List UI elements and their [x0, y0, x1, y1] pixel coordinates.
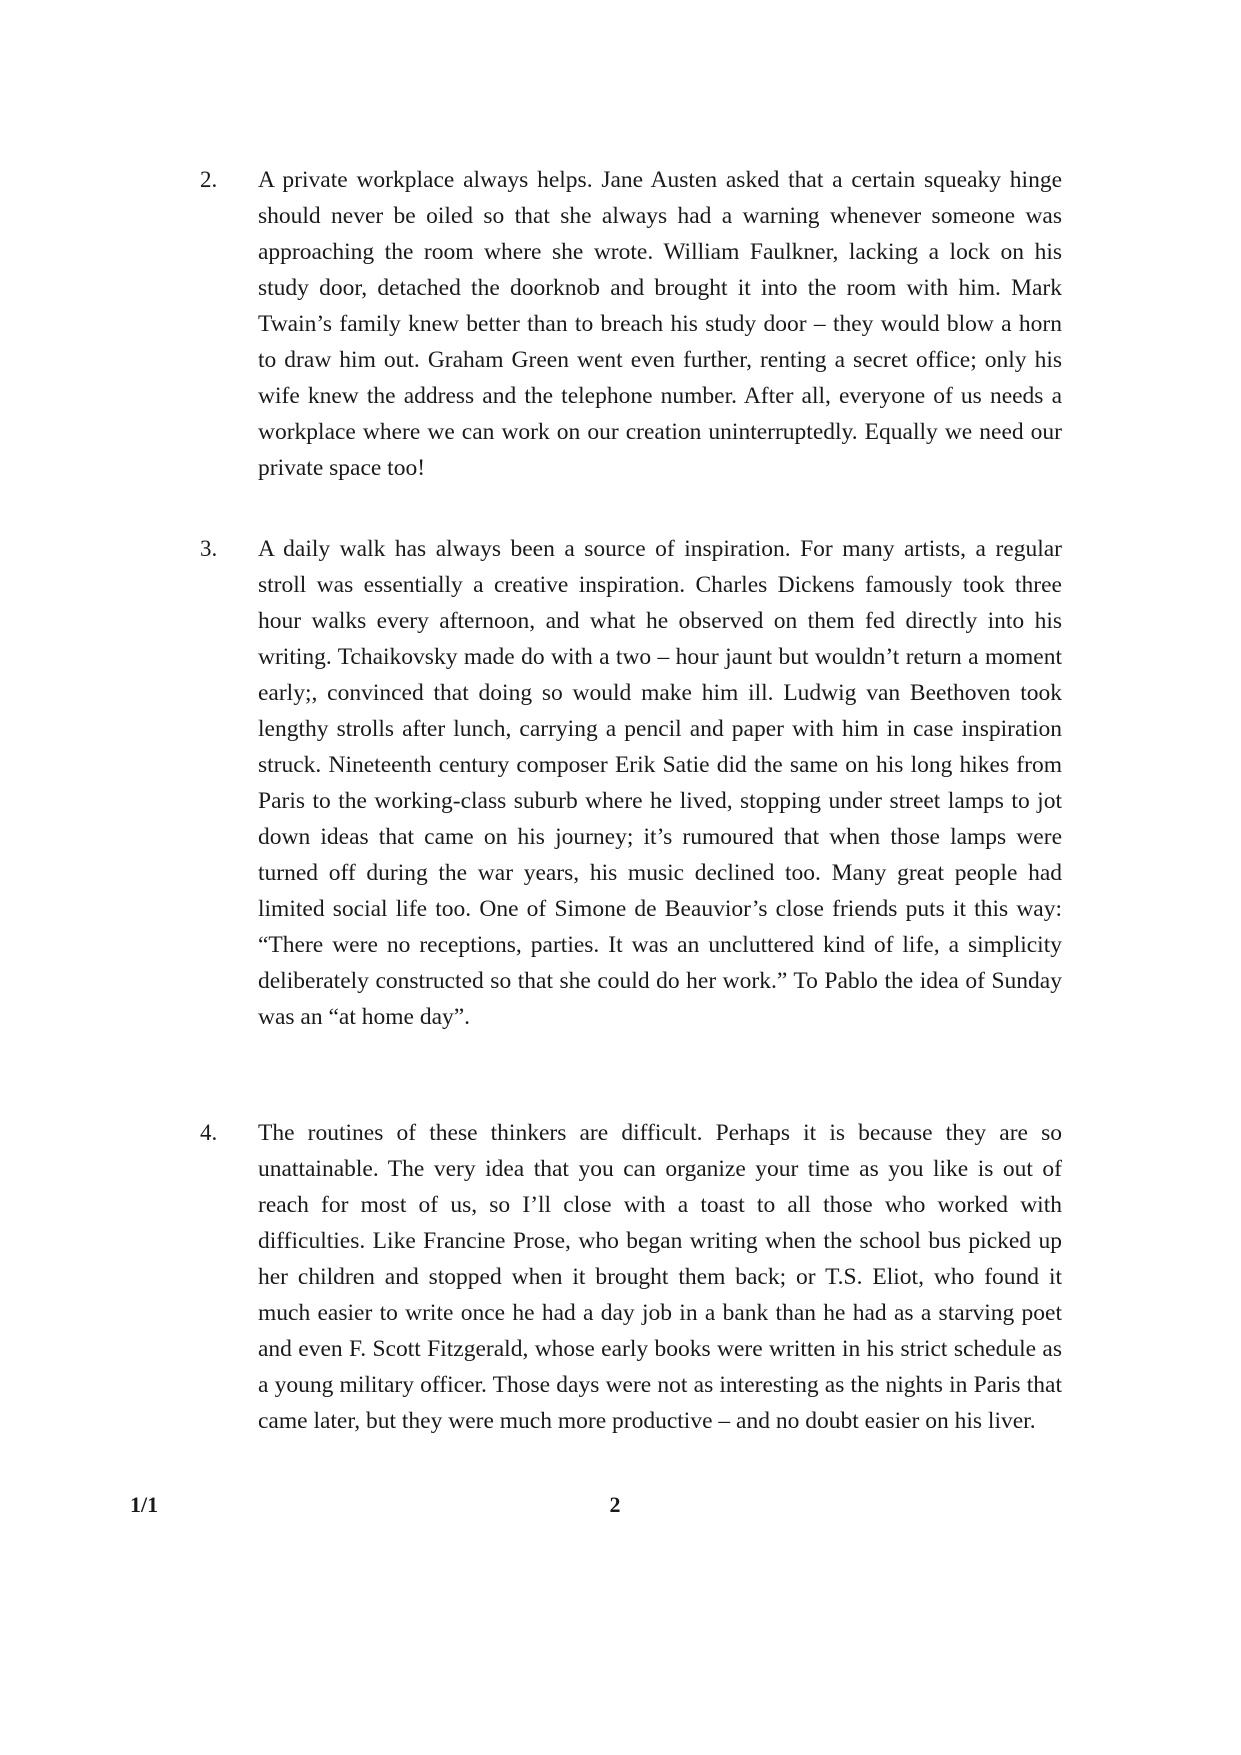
footer-code: 1/1 — [130, 1492, 159, 1517]
item-number: 4. — [200, 1120, 218, 1145]
paragraph-item-3 — [200, 531, 1062, 1035]
item-text: A private workplace always helps. Jane Austen asked that a certain squeaky hinge should never be oiled so that she always had a warning whenever someone was approaching the room where she wrote. William Faulkner, lacking a lock on his study door, detached the doorknob and brought it into the room with him. Mark Twain’s family knew better than to breach his study door – they would blow a horn to draw him out. Graham Green went even further, renting a secret office; only his wife knew the address and the telephone number. After all, everyone of us needs a workplace where we can work on our creation uninterruptedly. Equally we need our private space too! — [258, 167, 1062, 481]
item-number: 2. — [200, 167, 218, 192]
paragraph-item-4 — [200, 1115, 1062, 1439]
item-number: 3. — [200, 536, 218, 561]
item-text: A daily walk has always been a source of inspiration. For many artists, a regular stroll was essentially a creative inspiration. Charles Dickens famously took three hour walks every afternoon, and what he observed on them fed directly into his writing. Tchaikovsky made do with a two – hour jaunt but wouldn’t return a moment early;, convinced that doing so would make him ill. Ludwig van Beethoven took lengthy strolls after lunch, carrying a pencil and paper with him in case inspiration struck. Nineteenth century composer Erik Satie did the same on his long hikes from Paris to the working-class suburb where he lived, stopping under street lamps to jot down ideas that came on his journey; it’s rumoured that when those lamps were turned off during the war years, his music declined too. Many great people had limited social life too. One of Simone de Beauvior’s close friends puts it this way: “There were no receptions, parties. It was an uncluttered kind of life, a simplicity deliberately constructed so that she could do her work.” To Pablo the idea of Sunday was an “at home day”. — [258, 536, 1062, 1030]
item-text: The routines of these thinkers are difficult. Perhaps it is because they are so unattainable. The very idea that you can organize your time as you like is out of reach for most of us, so I’ll close with a toast to all those who worked with difficulties. Like Francine Prose, who began writing when the school bus picked up her children and stopped when it brought them back; or T.S. Eliot, who found it much easier to write once he had a day job in a bank than he had as a starving poet and even F. Scott Fitzgerald, whose early books were written in his strict schedule as a young military officer. Those days were not as interesting as the nights in Paris that came later, but they were much more productive – and no doubt easier on his liver. — [258, 1120, 1062, 1434]
page-number: 2 — [609, 1492, 621, 1517]
paragraph-item-2 — [200, 162, 1062, 486]
